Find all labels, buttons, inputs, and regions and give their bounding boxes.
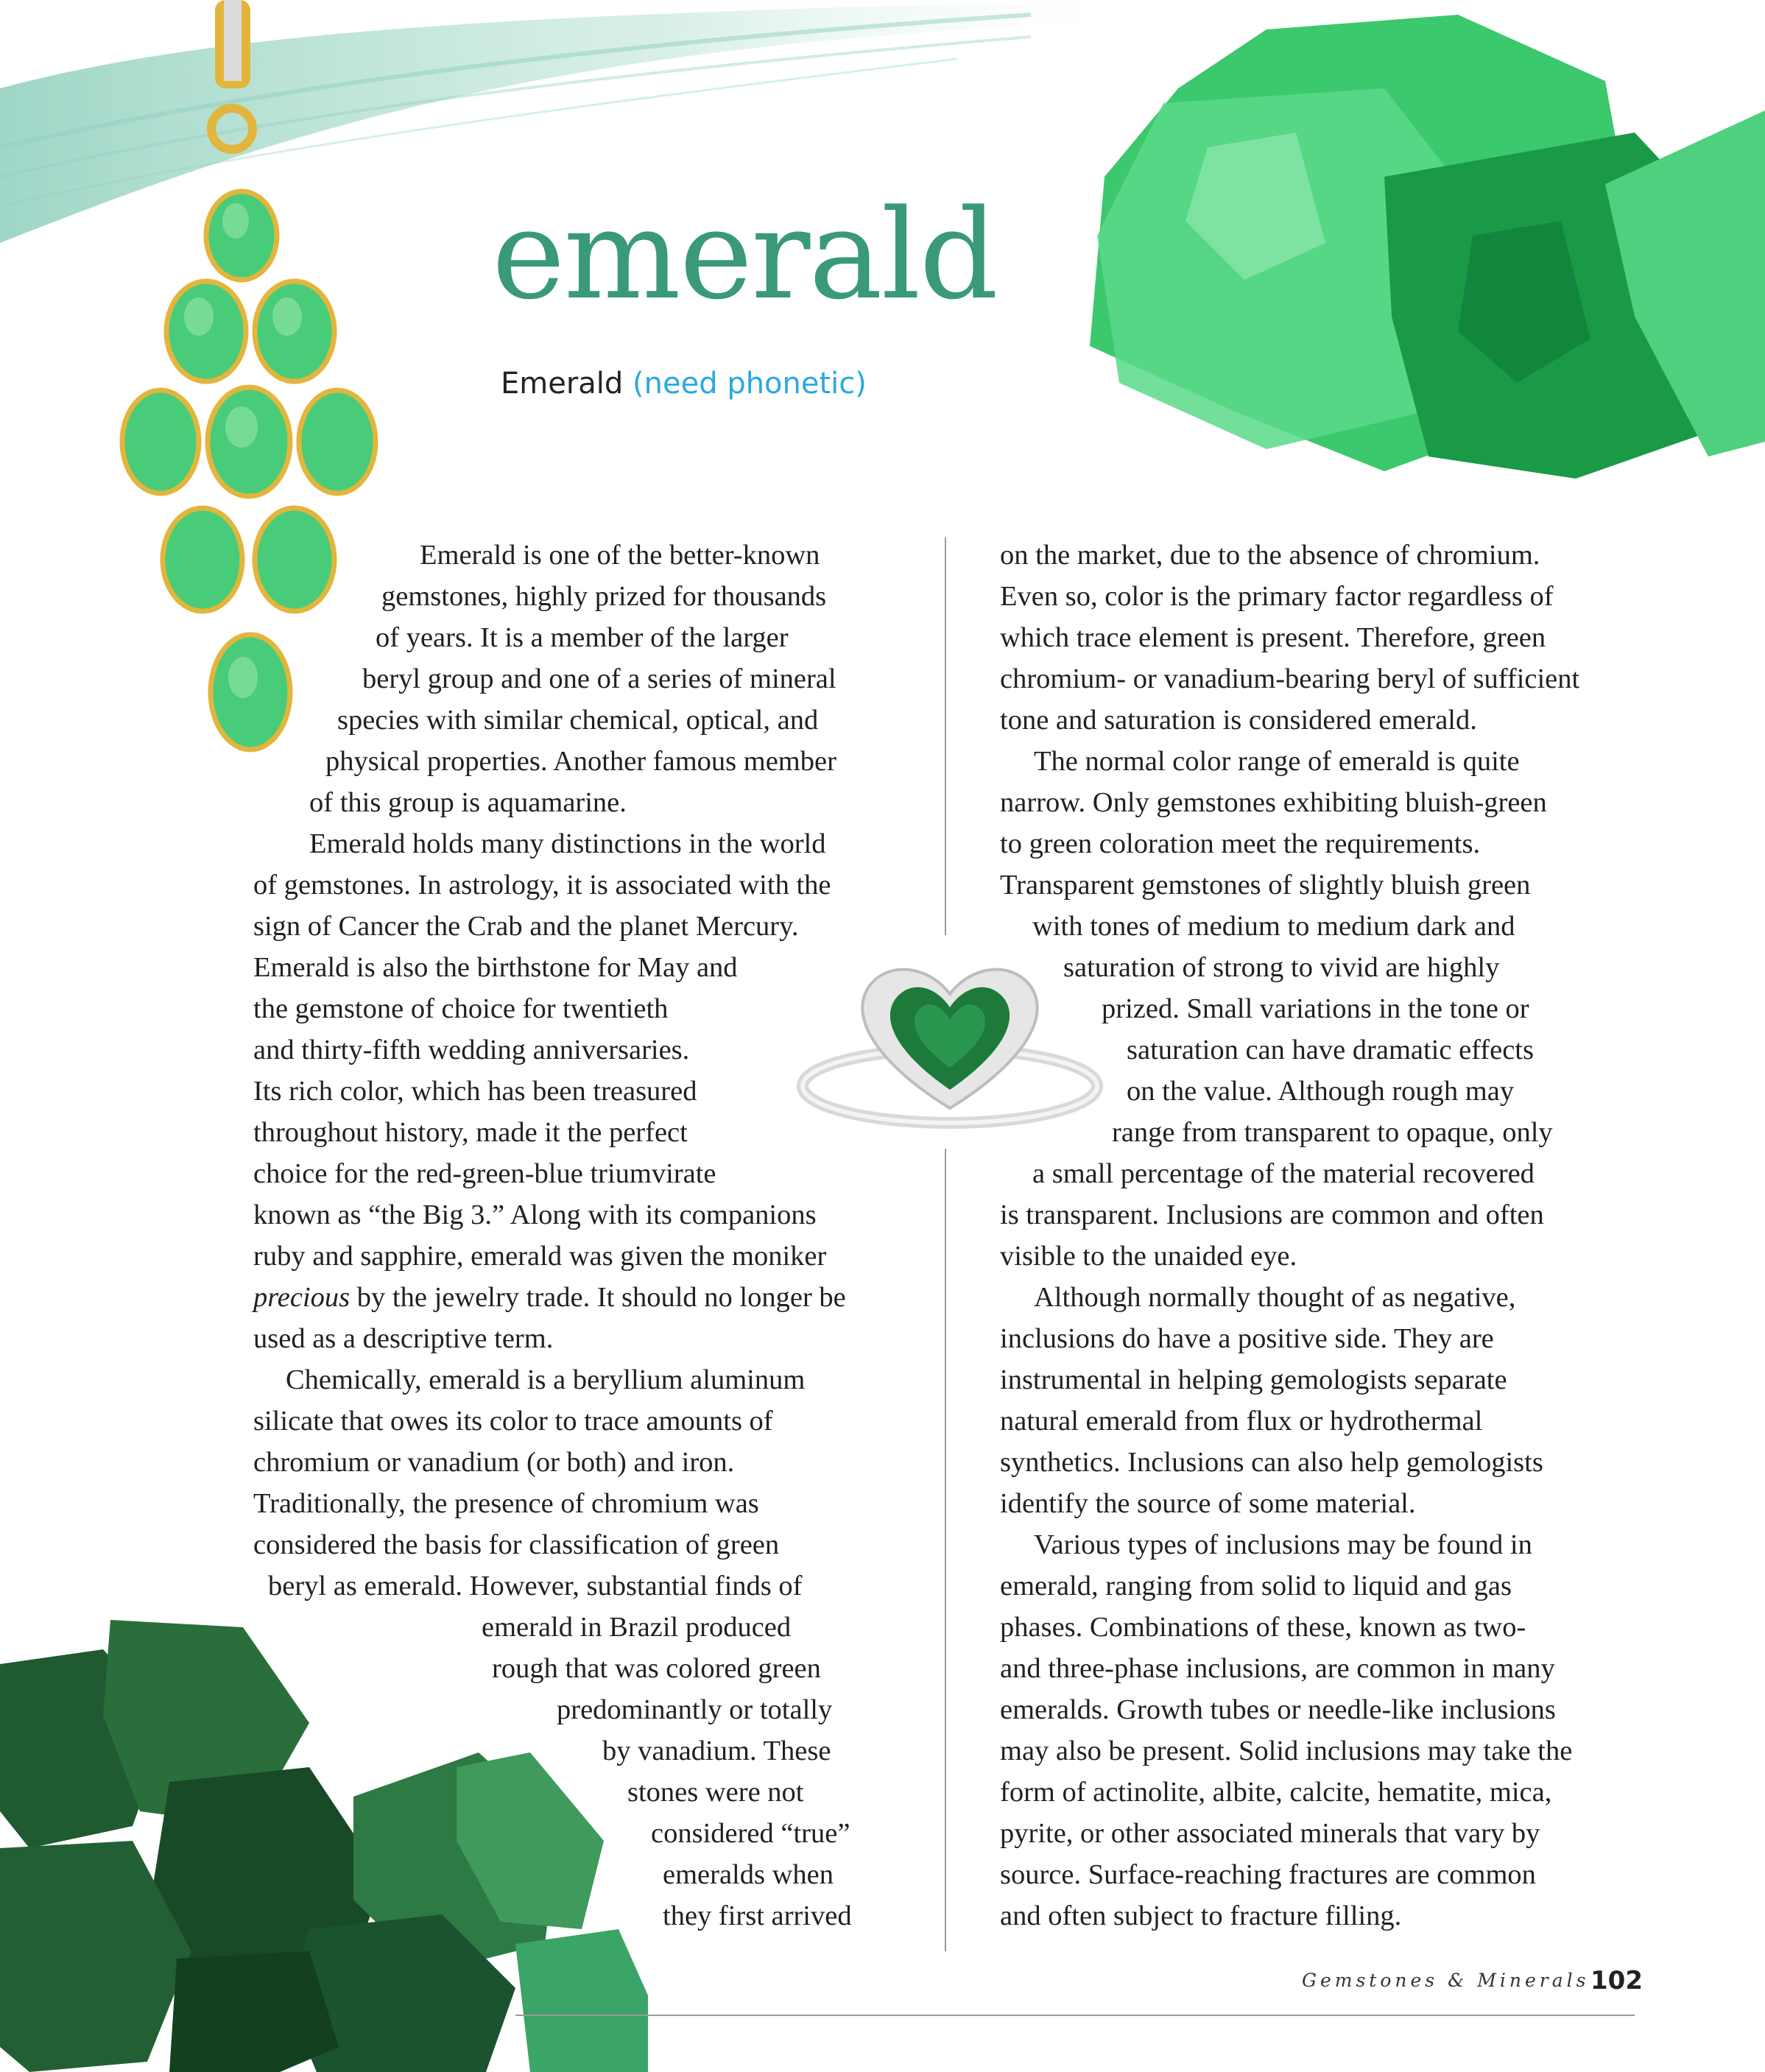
right-line-2: Even so, color is the primary factor regardless of bbox=[1000, 581, 1554, 612]
left-line-32: considered “true” bbox=[651, 1818, 850, 1849]
left-line-24: Traditionally, the presence of chromium was bbox=[253, 1488, 759, 1519]
italic-term: precious bbox=[253, 1282, 350, 1313]
left-line-13: and thirty-fifth wedding anniversaries. bbox=[253, 1035, 690, 1065]
rough-emerald-crystals-image bbox=[1075, 0, 1765, 486]
right-line-3: which trace element is present. Therefore, green bbox=[1000, 622, 1546, 653]
heart-emerald-ring-image bbox=[795, 950, 1105, 1134]
left-line-6: physical properties. Another famous member bbox=[325, 746, 836, 777]
right-line-25: Various types of inclusions may be found in bbox=[1034, 1529, 1532, 1560]
footer-rule bbox=[515, 2015, 1635, 2016]
right-line-5: tone and saturation is considered emerald. bbox=[1000, 705, 1477, 736]
left-line-34: they first arrived bbox=[663, 1900, 852, 1931]
right-line-23: synthetics. Inclusions can also help gemologists bbox=[1000, 1447, 1543, 1478]
left-line-19: precious by the jewelry trade. It should no longer be bbox=[253, 1282, 846, 1313]
left-line-1: Emerald is one of the better-known bbox=[420, 540, 820, 571]
right-line-13: saturation can have dramatic effects bbox=[1127, 1035, 1534, 1065]
right-line-22: natural emerald from flux or hydrothermal bbox=[1000, 1406, 1483, 1437]
left-line-3: of years. It is a member of the larger bbox=[376, 622, 789, 653]
right-line-24: identify the source of some material. bbox=[1000, 1488, 1416, 1519]
left-line-30: by vanadium. These bbox=[602, 1736, 831, 1766]
right-line-1: on the market, due to the absence of chromium. bbox=[1000, 540, 1540, 571]
right-line-31: form of actinolite, albite, calcite, hematite, mica, bbox=[1000, 1777, 1552, 1808]
left-line-11: Emerald is also the birthstone for May and bbox=[253, 952, 738, 983]
footer-book-title: Gemstones & Minerals bbox=[1302, 1970, 1590, 1991]
left-line-29: predominantly or totally bbox=[557, 1694, 833, 1725]
right-line-32: pyrite, or other associated minerals that vary by bbox=[1000, 1818, 1540, 1849]
right-line-33: source. Surface-reaching fractures are common bbox=[1000, 1859, 1536, 1890]
right-line-29: emeralds. Growth tubes or needle-like inclusions bbox=[1000, 1694, 1556, 1725]
right-line-34: and often subject to fracture filling. bbox=[1000, 1900, 1402, 1931]
right-line-21: instrumental in helping gemologists separate bbox=[1000, 1364, 1507, 1395]
left-line-28: rough that was colored green bbox=[492, 1653, 821, 1684]
page-number: 102 bbox=[1590, 1966, 1643, 1995]
pronunciation bbox=[501, 367, 867, 401]
left-line-10: sign of Cancer the Crab and the planet Mercury. bbox=[253, 911, 799, 942]
left-line-26: beryl as emerald. However, substantial finds of bbox=[268, 1571, 803, 1601]
left-line-27: emerald in Brazil produced bbox=[482, 1612, 792, 1643]
left-line-9: of gemstones. In astrology, it is associated with the bbox=[253, 870, 831, 901]
right-line-11: saturation of strong to vivid are highly bbox=[1063, 952, 1500, 983]
right-line-12: prized. Small variations in the tone or bbox=[1102, 993, 1529, 1024]
left-line-23: chromium or vanadium (or both) and iron. bbox=[253, 1447, 735, 1478]
right-line-26: emerald, ranging from solid to liquid and gas bbox=[1000, 1571, 1512, 1601]
left-line-31: stones were not bbox=[627, 1777, 804, 1808]
left-line-20: used as a descriptive term. bbox=[253, 1323, 554, 1354]
right-line-10: with tones of medium to medium dark and bbox=[1032, 911, 1515, 942]
right-line-17: is transparent. Inclusions are common and often bbox=[1000, 1199, 1544, 1230]
left-line-12: the gemstone of choice for twentieth bbox=[253, 993, 669, 1024]
right-line-4: chromium- or vanadium-bearing beryl of sufficient bbox=[1000, 663, 1580, 694]
pronunciation-phonetic: (need phonetic) bbox=[633, 367, 867, 401]
left-line-4: beryl group and one of a series of mineral bbox=[362, 663, 836, 694]
left-line-18: ruby and sapphire, emerald was given the moniker bbox=[253, 1241, 827, 1272]
right-line-6: The normal color range of emerald is quite bbox=[1034, 746, 1520, 777]
right-line-28: and three-phase inclusions, are common in many bbox=[1000, 1653, 1555, 1684]
left-line-25: considered the basis for classification of green bbox=[253, 1529, 780, 1560]
page-title: emerald bbox=[492, 183, 997, 327]
right-line-27: phases. Combinations of these, known as two- bbox=[1000, 1612, 1526, 1643]
left-line-5: species with similar chemical, optical, and bbox=[337, 705, 819, 736]
left-line-17: known as “the Big 3.” Along with its companions bbox=[253, 1199, 817, 1230]
left-line-14: Its rich color, which has been treasured bbox=[253, 1076, 697, 1107]
right-line-18: visible to the unaided eye. bbox=[1000, 1241, 1297, 1272]
right-line-30: may also be present. Solid inclusions may take the bbox=[1000, 1736, 1573, 1766]
left-line-21: Chemically, emerald is a beryllium aluminum bbox=[286, 1364, 806, 1395]
left-line-16: choice for the red-green-blue triumvirate bbox=[253, 1158, 716, 1189]
right-line-8: to green coloration meet the requirements. bbox=[1000, 828, 1481, 859]
pronunciation-word: Emerald bbox=[501, 367, 624, 401]
right-line-19: Although normally thought of as negative, bbox=[1034, 1282, 1516, 1313]
left-line-22: silicate that owes its color to trace amounts of bbox=[253, 1406, 773, 1437]
right-line-7: narrow. Only gemstones exhibiting bluish-green bbox=[1000, 787, 1547, 818]
right-line-14: on the value. Although rough may bbox=[1127, 1076, 1515, 1107]
left-line-2: gemstones, highly prized for thousands bbox=[381, 581, 827, 612]
right-line-9: Transparent gemstones of slightly bluish green bbox=[1000, 870, 1531, 901]
right-line-20: inclusions do have a positive side. They are bbox=[1000, 1323, 1494, 1354]
right-line-16: a small percentage of the material recovered bbox=[1032, 1158, 1535, 1189]
left-line-8: Emerald holds many distinctions in the world bbox=[309, 828, 826, 859]
right-line-15: range from transparent to opaque, only bbox=[1112, 1117, 1553, 1148]
left-line-7: of this group is aquamarine. bbox=[309, 787, 627, 818]
column-divider bbox=[945, 538, 946, 1951]
left-line-15: throughout history, made it the perfect bbox=[253, 1117, 688, 1148]
left-line-33: emeralds when bbox=[663, 1859, 834, 1890]
